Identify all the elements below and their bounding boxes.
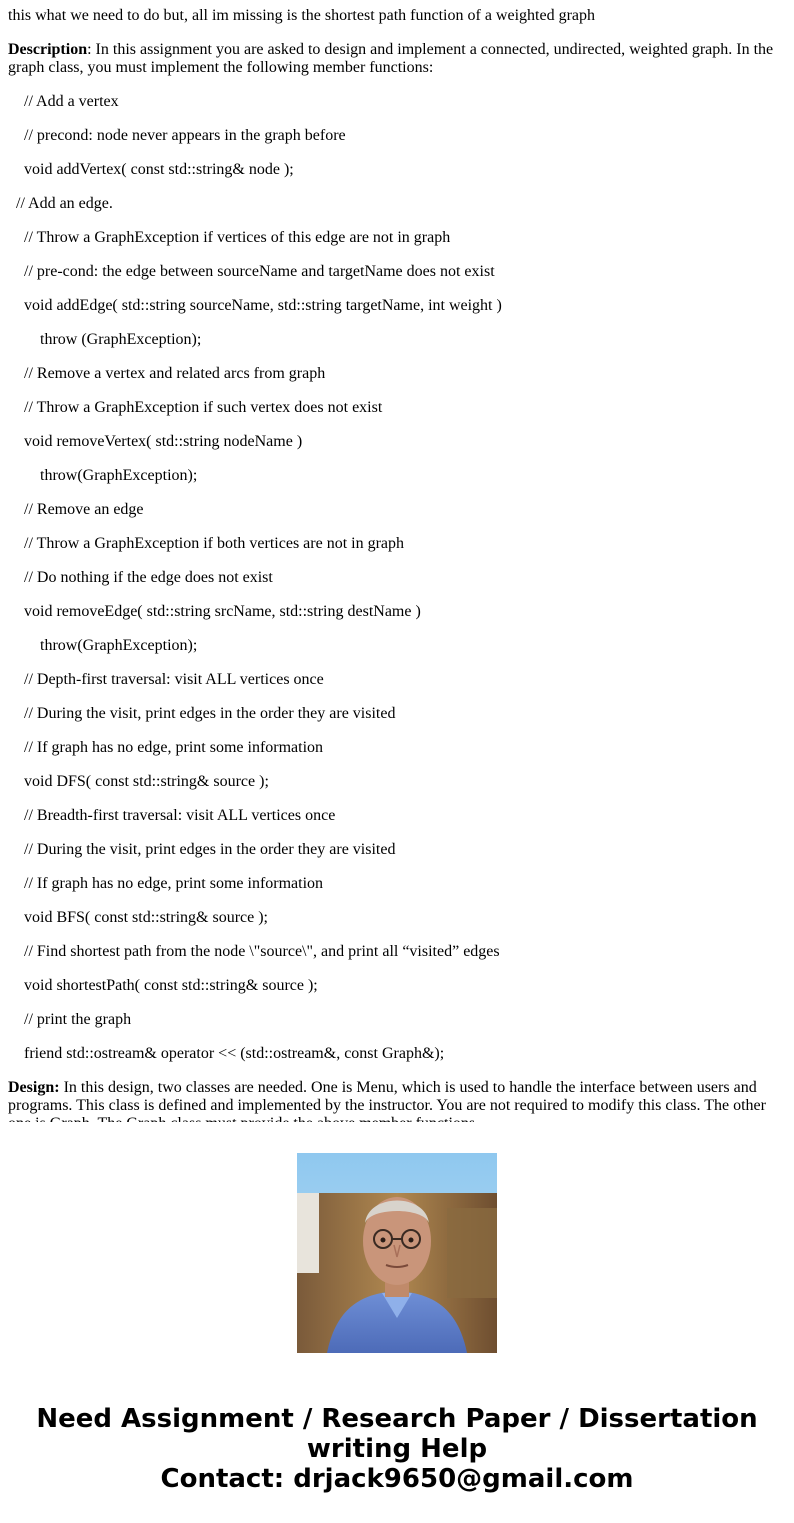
question-intro: this what we need to do but, all im missing is the shortest path function of a weighted graph [8, 7, 596, 24]
code-line: // print the graph [24, 1011, 132, 1028]
promo-contact[interactable]: Contact: drjack9650@gmail.com [160, 1464, 634, 1494]
code-line: void shortestPath( const std::string& source ); [24, 977, 318, 994]
code-line: // Find shortest path from the node \"source\", and print all “visited” edges [24, 943, 500, 960]
code-line: // Add a vertex [24, 93, 119, 110]
description-text: : In this assignment you are asked to design and implement a connected, undirected, weighted graph. In the graph class, you must implement the following member functions: [8, 41, 774, 76]
code-line: void addEdge( std::string sourceName, std::string targetName, int weight ) [24, 297, 502, 314]
code-line: // pre-cond: the edge between sourceName and targetName does not exist [24, 263, 495, 280]
code-line: throw(GraphException); [40, 637, 198, 654]
description-label: Description [8, 41, 88, 58]
code-line: // Throw a GraphException if such vertex does not exist [24, 399, 383, 416]
member-functions-list [8, 93, 786, 1063]
code-line: // Remove a vertex and related arcs from graph [24, 365, 326, 382]
code-line: // Breadth-first traversal: visit ALL vertices once [24, 807, 336, 824]
code-line: // Throw a GraphException if both vertices are not in graph [24, 535, 405, 552]
promo-line-1: Need Assignment / Research Paper / Dissertation [36, 1404, 758, 1434]
design-label: Design: [8, 1079, 60, 1096]
code-line: friend std::ostream& operator << (std::ostream&, const Graph&); [24, 1045, 445, 1062]
code-line: void BFS( const std::string& source ); [24, 909, 268, 926]
avatar-photo-icon [297, 1153, 497, 1353]
avatar [297, 1153, 497, 1353]
code-line: // During the visit, print edges in the order they are visited [24, 705, 396, 722]
code-line: // If graph has no edge, print some information [24, 739, 324, 756]
promo-text [0, 1404, 794, 1494]
promo-banner [0, 1122, 794, 1523]
code-line: // During the visit, print edges in the order they are visited [24, 841, 396, 858]
code-line: // Add an edge. [16, 195, 113, 212]
code-line: throw(GraphException); [40, 467, 198, 484]
code-line: void addVertex( const std::string& node ); [24, 161, 294, 178]
design-text: In this design, two classes are needed. One is Menu, which is used to handle the interface between users and programs. This class is defined and implemented by the instructor. You are not required to modify this class. The other [8, 1079, 766, 1114]
code-line: // If graph has no edge, print some information [24, 875, 324, 892]
code-line: // precond: node never appears in the graph before [24, 127, 346, 144]
description-paragraph [8, 41, 786, 77]
code-line: // Throw a GraphException if vertices of this edge are not in graph [24, 229, 451, 246]
code-line: // Depth-first traversal: visit ALL vertices once [24, 671, 324, 688]
code-line: void removeVertex( std::string nodeName ) [24, 433, 303, 450]
code-line: // Do nothing if the edge does not exist [24, 569, 273, 586]
code-line: // Remove an edge [24, 501, 144, 518]
code-line: void removeEdge( std::string srcName, std::string destName ) [24, 603, 421, 620]
code-line: void DFS( const std::string& source ); [24, 773, 269, 790]
promo-line-2: writing Help [306, 1434, 488, 1464]
code-line: throw (GraphException); [40, 331, 202, 348]
